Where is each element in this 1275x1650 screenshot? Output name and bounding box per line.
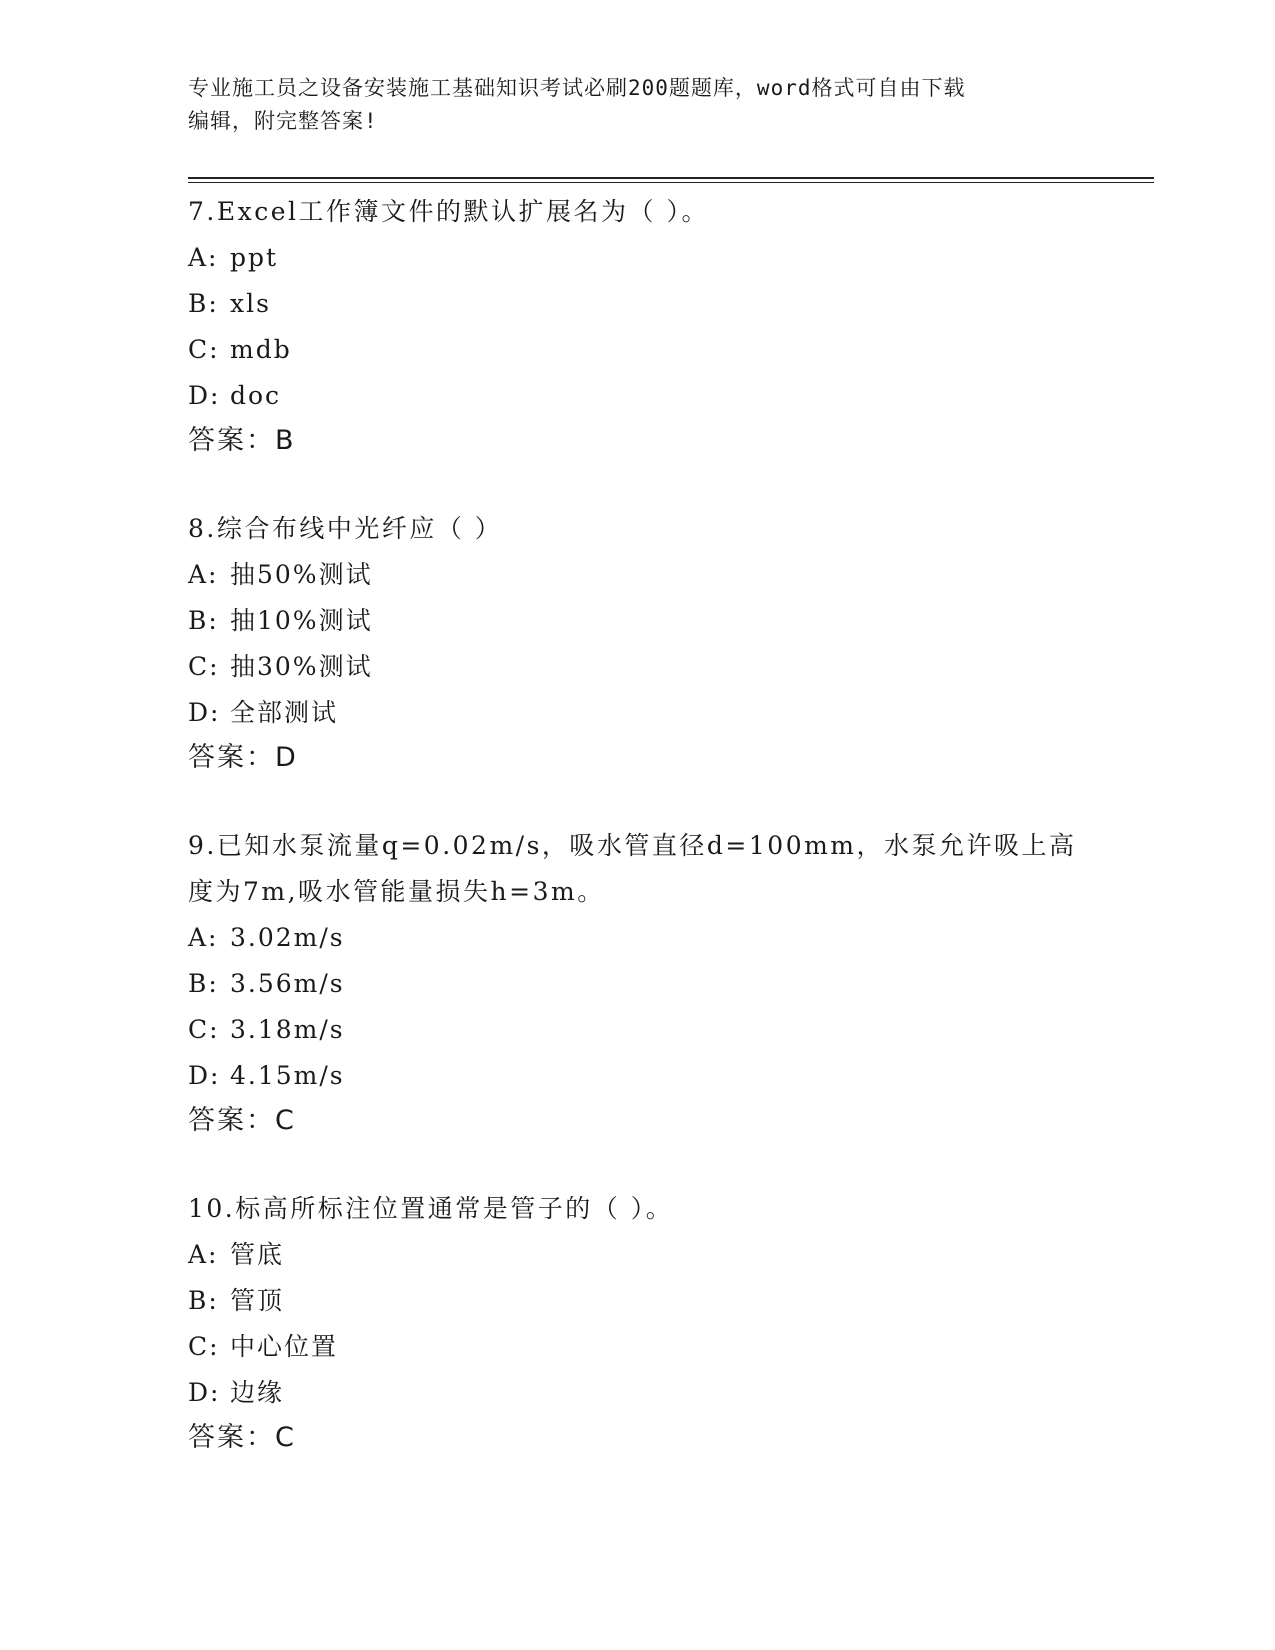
option-text: 全部测试 xyxy=(230,698,339,727)
question-stem: 8.综合布线中光纤应（ ） xyxy=(188,514,503,543)
option-text: 管底 xyxy=(230,1240,285,1269)
option-a xyxy=(188,1232,1088,1278)
answer-line: 答案：B xyxy=(188,425,296,456)
option-d xyxy=(188,690,1088,736)
option-text: 抽30%测试 xyxy=(230,652,373,681)
option-text: 3.56m/s xyxy=(230,969,345,998)
option-key: A: xyxy=(188,560,219,589)
option-d xyxy=(188,1053,1088,1099)
option-text: xls xyxy=(230,289,271,318)
option-key: C: xyxy=(188,335,220,364)
option-b xyxy=(188,1278,1088,1324)
option-b xyxy=(188,598,1088,644)
option-a xyxy=(188,915,1088,961)
option-key: D: xyxy=(188,1378,221,1407)
question-stem: 7.Excel工作簿文件的默认扩展名为（ ）。 xyxy=(188,197,709,226)
option-text: 3.02m/s xyxy=(230,923,345,952)
answer-line: 答案：D xyxy=(188,742,298,773)
option-text: 抽10%测试 xyxy=(230,606,373,635)
option-text: mdb xyxy=(230,335,292,364)
option-text: 管顶 xyxy=(230,1286,285,1315)
option-a xyxy=(188,552,1088,598)
option-text: 4.15m/s xyxy=(230,1061,345,1090)
document-header xyxy=(188,72,1088,138)
option-c xyxy=(188,644,1088,690)
option-key: D: xyxy=(188,1061,221,1090)
option-key: A: xyxy=(188,243,219,272)
option-key: B: xyxy=(188,289,219,318)
answer-line: 答案：C xyxy=(188,1422,296,1453)
question-item xyxy=(188,189,1088,463)
option-a xyxy=(188,235,1088,281)
option-key: B: xyxy=(188,606,219,635)
answer-line: 答案：C xyxy=(188,1105,296,1136)
option-key: A: xyxy=(188,1240,219,1269)
option-key: C: xyxy=(188,1015,220,1044)
option-c xyxy=(188,1007,1088,1053)
question-item xyxy=(188,1186,1088,1460)
option-key: C: xyxy=(188,1332,220,1361)
header-title-line-1: 专业施工员之设备安装施工基础知识考试必刷200题题库，word格式可自由下载 xyxy=(188,76,966,100)
option-b xyxy=(188,281,1088,327)
option-text: 中心位置 xyxy=(230,1332,339,1361)
option-d xyxy=(188,373,1088,419)
option-key: A: xyxy=(188,923,219,952)
header-title-line-2: 编辑，附完整答案! xyxy=(188,109,378,133)
option-c xyxy=(188,1324,1088,1370)
question-stem: 9.已知水泵流量q=0.02m/s，吸水管直径d=100mm，水泵允许吸上高度为7m,吸水管能量损失h=3m。 xyxy=(188,831,1077,906)
option-text: doc xyxy=(230,381,282,410)
option-key: D: xyxy=(188,698,221,727)
option-key: B: xyxy=(188,1286,219,1315)
option-text: 抽50%测试 xyxy=(230,560,373,589)
option-text: 3.18m/s xyxy=(230,1015,345,1044)
option-key: C: xyxy=(188,652,220,681)
question-item xyxy=(188,506,1088,780)
question-item xyxy=(188,823,1088,1143)
question-list xyxy=(188,189,1088,1503)
header-divider-thin xyxy=(188,182,1154,183)
option-b xyxy=(188,961,1088,1007)
question-stem: 10.标高所标注位置通常是管子的（ ）。 xyxy=(188,1194,674,1223)
option-key: B: xyxy=(188,969,219,998)
option-text: ppt xyxy=(230,243,279,272)
option-key: D: xyxy=(188,381,221,410)
option-d xyxy=(188,1370,1088,1416)
option-c xyxy=(188,327,1088,373)
option-text: 边缘 xyxy=(230,1378,285,1407)
header-divider-thick xyxy=(188,177,1154,179)
